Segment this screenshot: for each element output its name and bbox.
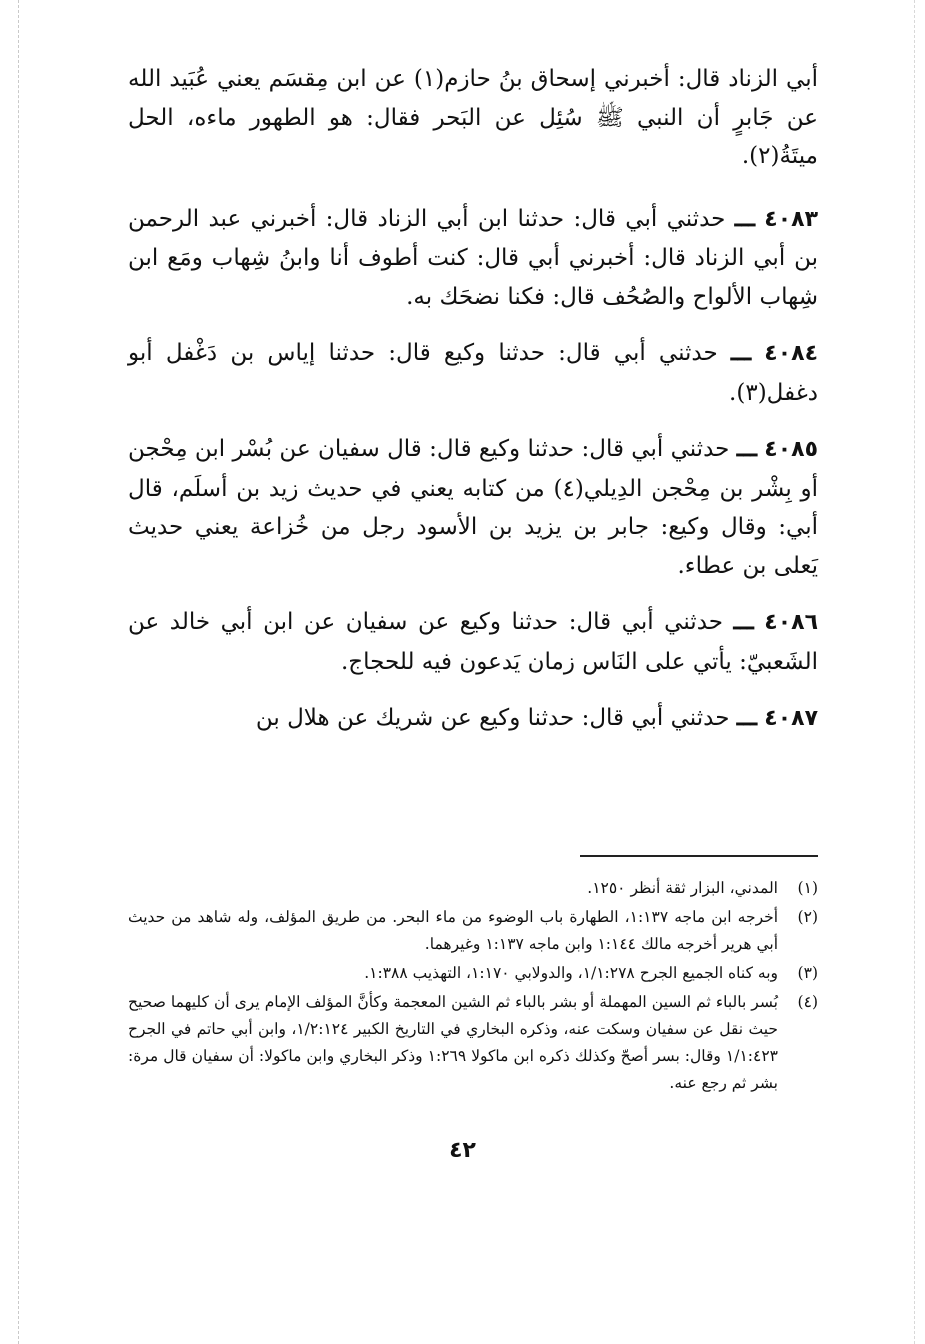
paragraph-intro — [128, 60, 818, 176]
hadith-text: حدثني أبي قال: حدثنا وكيع قال: قال سفيان عن بُسْر ابن مِحْجن أو بِشْر بن مِحْجن الدِيلي(٤) من كتابه يعني في حديث زيد بن أسلَم، قال أبي: وقال وكيع: جابر بن يزيد بن الأسود رجل من خُزاعة يعني حديث يَعلى بن عطاء. — [128, 436, 818, 579]
paragraph-intro-text: أبي الزناد قال: أخبرني إسحاق بنُ حازم(١) عن ابن مِقسَم يعني عُبَيد الله عن جَابرٍ أن النبي ﷺ سُئِل عن البَحر فقال: هو الطهور ماءه، الحل ميتَةُ(٢). — [128, 66, 818, 169]
hadith-4085 — [128, 430, 818, 585]
hadith-4086 — [128, 603, 818, 681]
dash: ـــ — [736, 435, 757, 462]
document-page — [128, 60, 818, 1320]
hadith-4083 — [128, 200, 818, 317]
dash: ـــ — [736, 704, 757, 731]
dash: ـــ — [733, 608, 754, 635]
hadith-number: ٤٠٨٧ — [764, 706, 818, 731]
footnote-mark: (٤) — [797, 993, 818, 1011]
footnote-text: المدني، البزار ثقة أنظر ١٢٥٠. — [587, 879, 778, 897]
hadith-4084 — [128, 334, 818, 412]
footnote-2 — [128, 904, 818, 958]
hadith-text: حدثني أبي قال: حدثنا وكيع قال: حدثنا إياس بن دَغْفل أبو دغفل(٣). — [128, 340, 818, 406]
footnote-mark: (٣) — [797, 964, 818, 982]
hadith-number: ٤٠٨٤ — [764, 341, 818, 366]
footnote-text: أخرجه ابن ماجه ١:١٣٧، الطهارة باب الوضوء من ماء البحر. من طريق المؤلف، وله شاهد من حديث أبي هرير أخرجه مالك ١:١٤٤ وابن ماجه ١:١٣٧ وغيرهما. — [128, 908, 779, 953]
page-number: ٤٢ — [449, 1138, 476, 1163]
footnote-1 — [128, 875, 818, 902]
main-text — [128, 60, 818, 739]
hadith-text: حدثني أبي قال: حدثنا ابن أبي الزناد قال: أخبرني عبد الرحمن بن أبي الزناد قال: أخبرني أبي قال: كنت أطوف أنا وابنُ شِهاب ومَع ابن شِهاب الألواح والصُحُف قال: فكنا نضحَك به. — [128, 205, 818, 310]
hadith-text: حدثني أبي قال: حدثنا وكيع عن سفيان عن ابن أبي خالد عن الشَعبيّ: يأتي على النَاس زمان يَدعون فيه للحجاج. — [128, 609, 818, 675]
footnote-mark: (٢) — [797, 908, 818, 926]
footnote-text: بُسر بالباء ثم السين المهملة أو بشر بالباء ثم الشين المعجمة وكأنَّ المؤلف الإمام يرى أن كليهما صحيح حيث نقل عن سفيان وسكت عنه، وذكره البخاري في التاريخ الكبير ١/٢:١٢٤، وابن أبي حاتم في الجرح ١/١:٤٢٣ وقال: بسر أصحّ وكذلك ذكره ابن ماكولا ١:٢٦٩ وذكر البخاري وابن ماكولا: أن سفيان قال مرة: بشر ثم رجع عنه. — [128, 993, 778, 1092]
footnote-text: وبه كناه الجميع الجرح ١/١:٢٧٨، والدولابي ١:١٧٠، التهذيب ١:٣٨٨. — [364, 964, 778, 982]
dash: ـــ — [734, 204, 755, 232]
footnote-separator — [580, 855, 818, 857]
footnote-mark: (١) — [797, 879, 818, 897]
hadith-4087 — [128, 699, 818, 739]
hadith-number: ٤٠٨٥ — [764, 437, 819, 462]
dash: ـــ — [730, 339, 752, 366]
footnotes — [128, 875, 818, 1099]
hadith-number: ٤٠٨٣ — [764, 206, 818, 232]
footnote-3 — [128, 960, 818, 987]
footnote-4 — [128, 989, 818, 1097]
hadith-number: ٤٠٨٦ — [764, 610, 819, 635]
hadith-text: حدثني أبي قال: حدثنا وكيع عن شريك عن هلال بن — [255, 705, 730, 731]
